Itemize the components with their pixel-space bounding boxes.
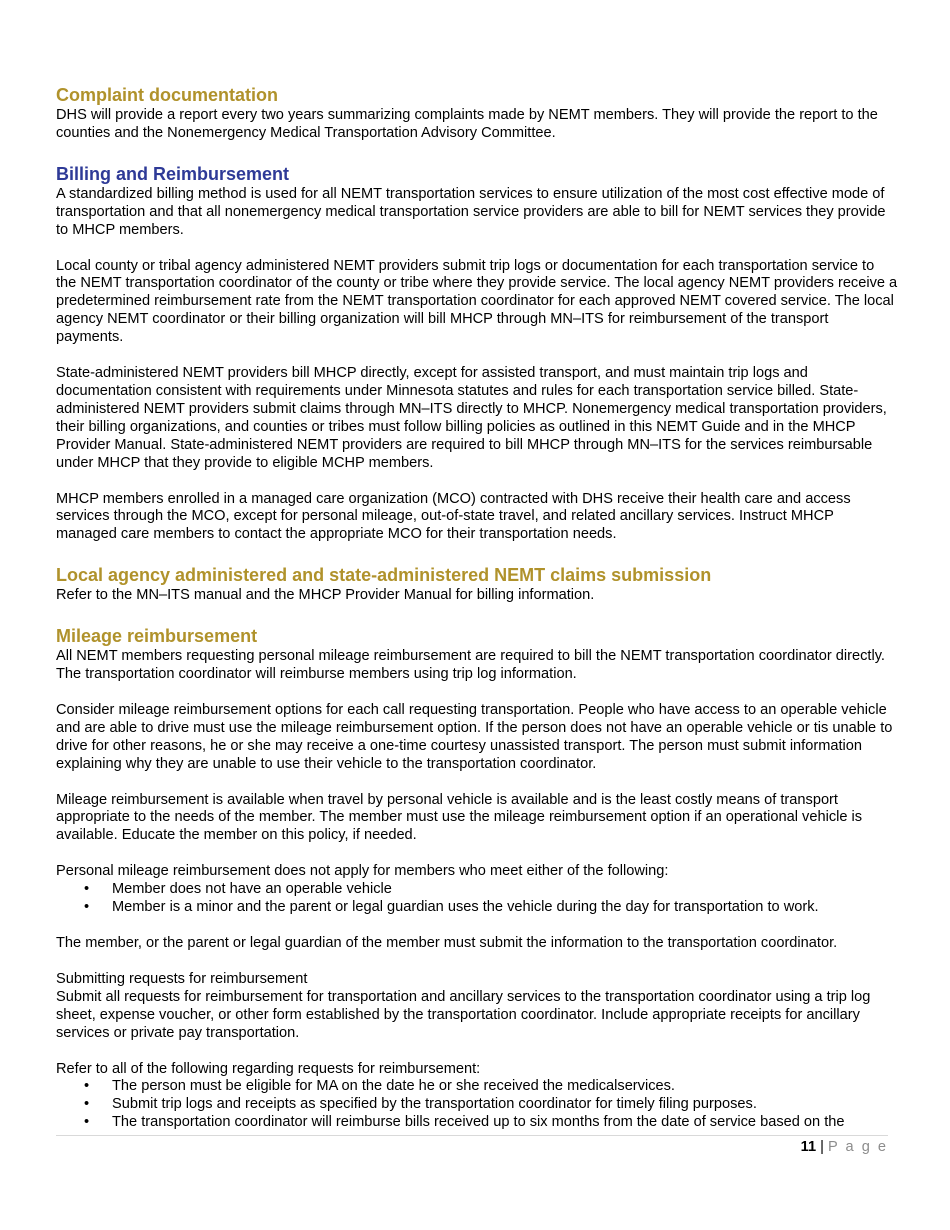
bullet-icon: • — [84, 1078, 90, 1095]
bullet-icon: • — [84, 1096, 90, 1113]
billing-paragraph-1: A standardized billing method is used for all NEMT transportation services to ensure utilization of the most cost effective mode of transportation and that all nonemergency medical transportation service providers are able to bill for NEMT services they provide to MHCP members. — [56, 185, 886, 238]
list-item: • Member is a minor and the parent or legal guardian uses the vehicle during the day for transportation to work. — [84, 899, 819, 916]
bullet-icon: • — [84, 881, 90, 898]
mileage-paragraph-2: Consider mileage reimbursement options for each call requesting transportation. People who have access to an operable vehicle and are able to drive must use the mileage reimbursement option. If the person does not have an operable vehicle or tis unable to drive for other reasons, he or she may receive a one-time courtesy unassisted transport. The person must submit information explaining why they are unable to use their vehicle to the transportation coordinator. — [56, 701, 893, 772]
mileage-paragraph-5: The member, or the parent or legal guardian of the member must submit the information to the transportation coordinator. — [56, 935, 838, 951]
billing-paragraph-2: Local county or tribal agency administered NEMT providers submit trip logs or documentation for each transportation service to the NEMT transportation coordinator of the county or tribe where they provide service. The local agency NEMT providers receive a predetermined reimbursement rate from the NEMT transportation coordinator for each approved NEMT covered service. The local agency NEMT coordinator or their billing organization will bill MHCP through MN–ITS for reimbursement of the transport payments. — [56, 257, 898, 346]
page-footer — [801, 1138, 888, 1156]
billing-paragraph-3: State-administered NEMT providers bill MHCP directly, except for assisted transport, and must maintain trip logs and documentation consistent with requirements under Minnesota statutes and rules for each transportation service billed. State-administered NEMT providers submit claims through MN–ITS directly to MHCP. Nonemergency medical transportation providers, their billing organizations, and counties or tribes must follow billing policies as outlined in this NEMT Guide and in the MHCP Provider Manual. State-administered NEMT providers are required to bill MHCP through MN–ITS for the services reimbursable under MHCP that they provide to eligible MCHP members. — [56, 365, 887, 471]
mileage-paragraph-7: Refer to all of the following regarding requests for reimbursement: — [56, 1060, 481, 1077]
page-number: 11 — [800, 1139, 817, 1155]
list-item: • The transportation coordinator will reimburse bills received up to six months from the date of service based on the — [84, 1114, 845, 1131]
mileage-paragraph-3: Mileage reimbursement is available when travel by personal vehicle is available and is the least costly means of transport appropriate to the needs of the member. The member must use the mileage reimbursement option if an operational vehicle is available. Educate the member on this policy, if needed. — [56, 791, 863, 844]
mileage-paragraph-1: All NEMT members requesting personal mileage reimbursement are required to bill the NEMT transportation coordinator directly. The transportation coordinator will reimburse members using trip log information. — [56, 648, 885, 683]
mileage-paragraph-4: Personal mileage reimbursement does not apply for members who meet either of the following: — [56, 863, 669, 880]
claims-paragraph: Refer to the MN–ITS manual and the MHCP Provider Manual for billing information. — [56, 587, 595, 604]
footer-divider — [56, 1135, 888, 1136]
bullet-icon: • — [84, 1114, 90, 1131]
billing-paragraph-4: MHCP members enrolled in a managed care organization (MCO) contracted with DHS receive their health care and access services through the MCO, except for personal mileage, out-of-state travel, and related ancillary services. Instruct MHCP managed care members to contact the appropriate MCO for their transportation needs. — [56, 490, 851, 543]
reimbursement-list — [56, 1078, 898, 1132]
footer-separator: | — [820, 1139, 824, 1155]
mileage-heading: Mileage reimbursement — [56, 626, 258, 647]
page-label: P a g e — [828, 1139, 888, 1155]
list-item: • Submit trip logs and receipts as specified by the transportation coordinator for timely filing purposes. — [84, 1096, 757, 1113]
bullet-icon: • — [84, 899, 90, 916]
complaint-heading: Complaint documentation — [56, 85, 278, 105]
exclusion-list — [56, 881, 898, 917]
document-page — [56, 84, 898, 1132]
mileage-paragraph-6: Submit all requests for reimbursement for transportation and ancillary services to the transportation coordinator using a trip log sheet, expense voucher, or other form established by the transportation coordinator. Include appropriate receipts for ancillary services or private pay transportation. — [56, 988, 871, 1041]
list-item: • The person must be eligible for MA on the date he or she received the medicalservices. — [84, 1078, 675, 1095]
list-item: • Member does not have an operable vehicle — [84, 881, 392, 898]
complaint-paragraph: DHS will provide a report every two years summarizing complaints made by NEMT members. They will provide the report to the counties and the Nonemergency Medical Transportation Advisory Committee. — [56, 107, 878, 141]
billing-heading: Billing and Reimbursement — [56, 163, 290, 184]
submitting-subheading: Submitting requests for reimbursement — [56, 970, 308, 987]
claims-heading: Local agency administered and state-administered NEMT claims submission — [56, 565, 712, 586]
